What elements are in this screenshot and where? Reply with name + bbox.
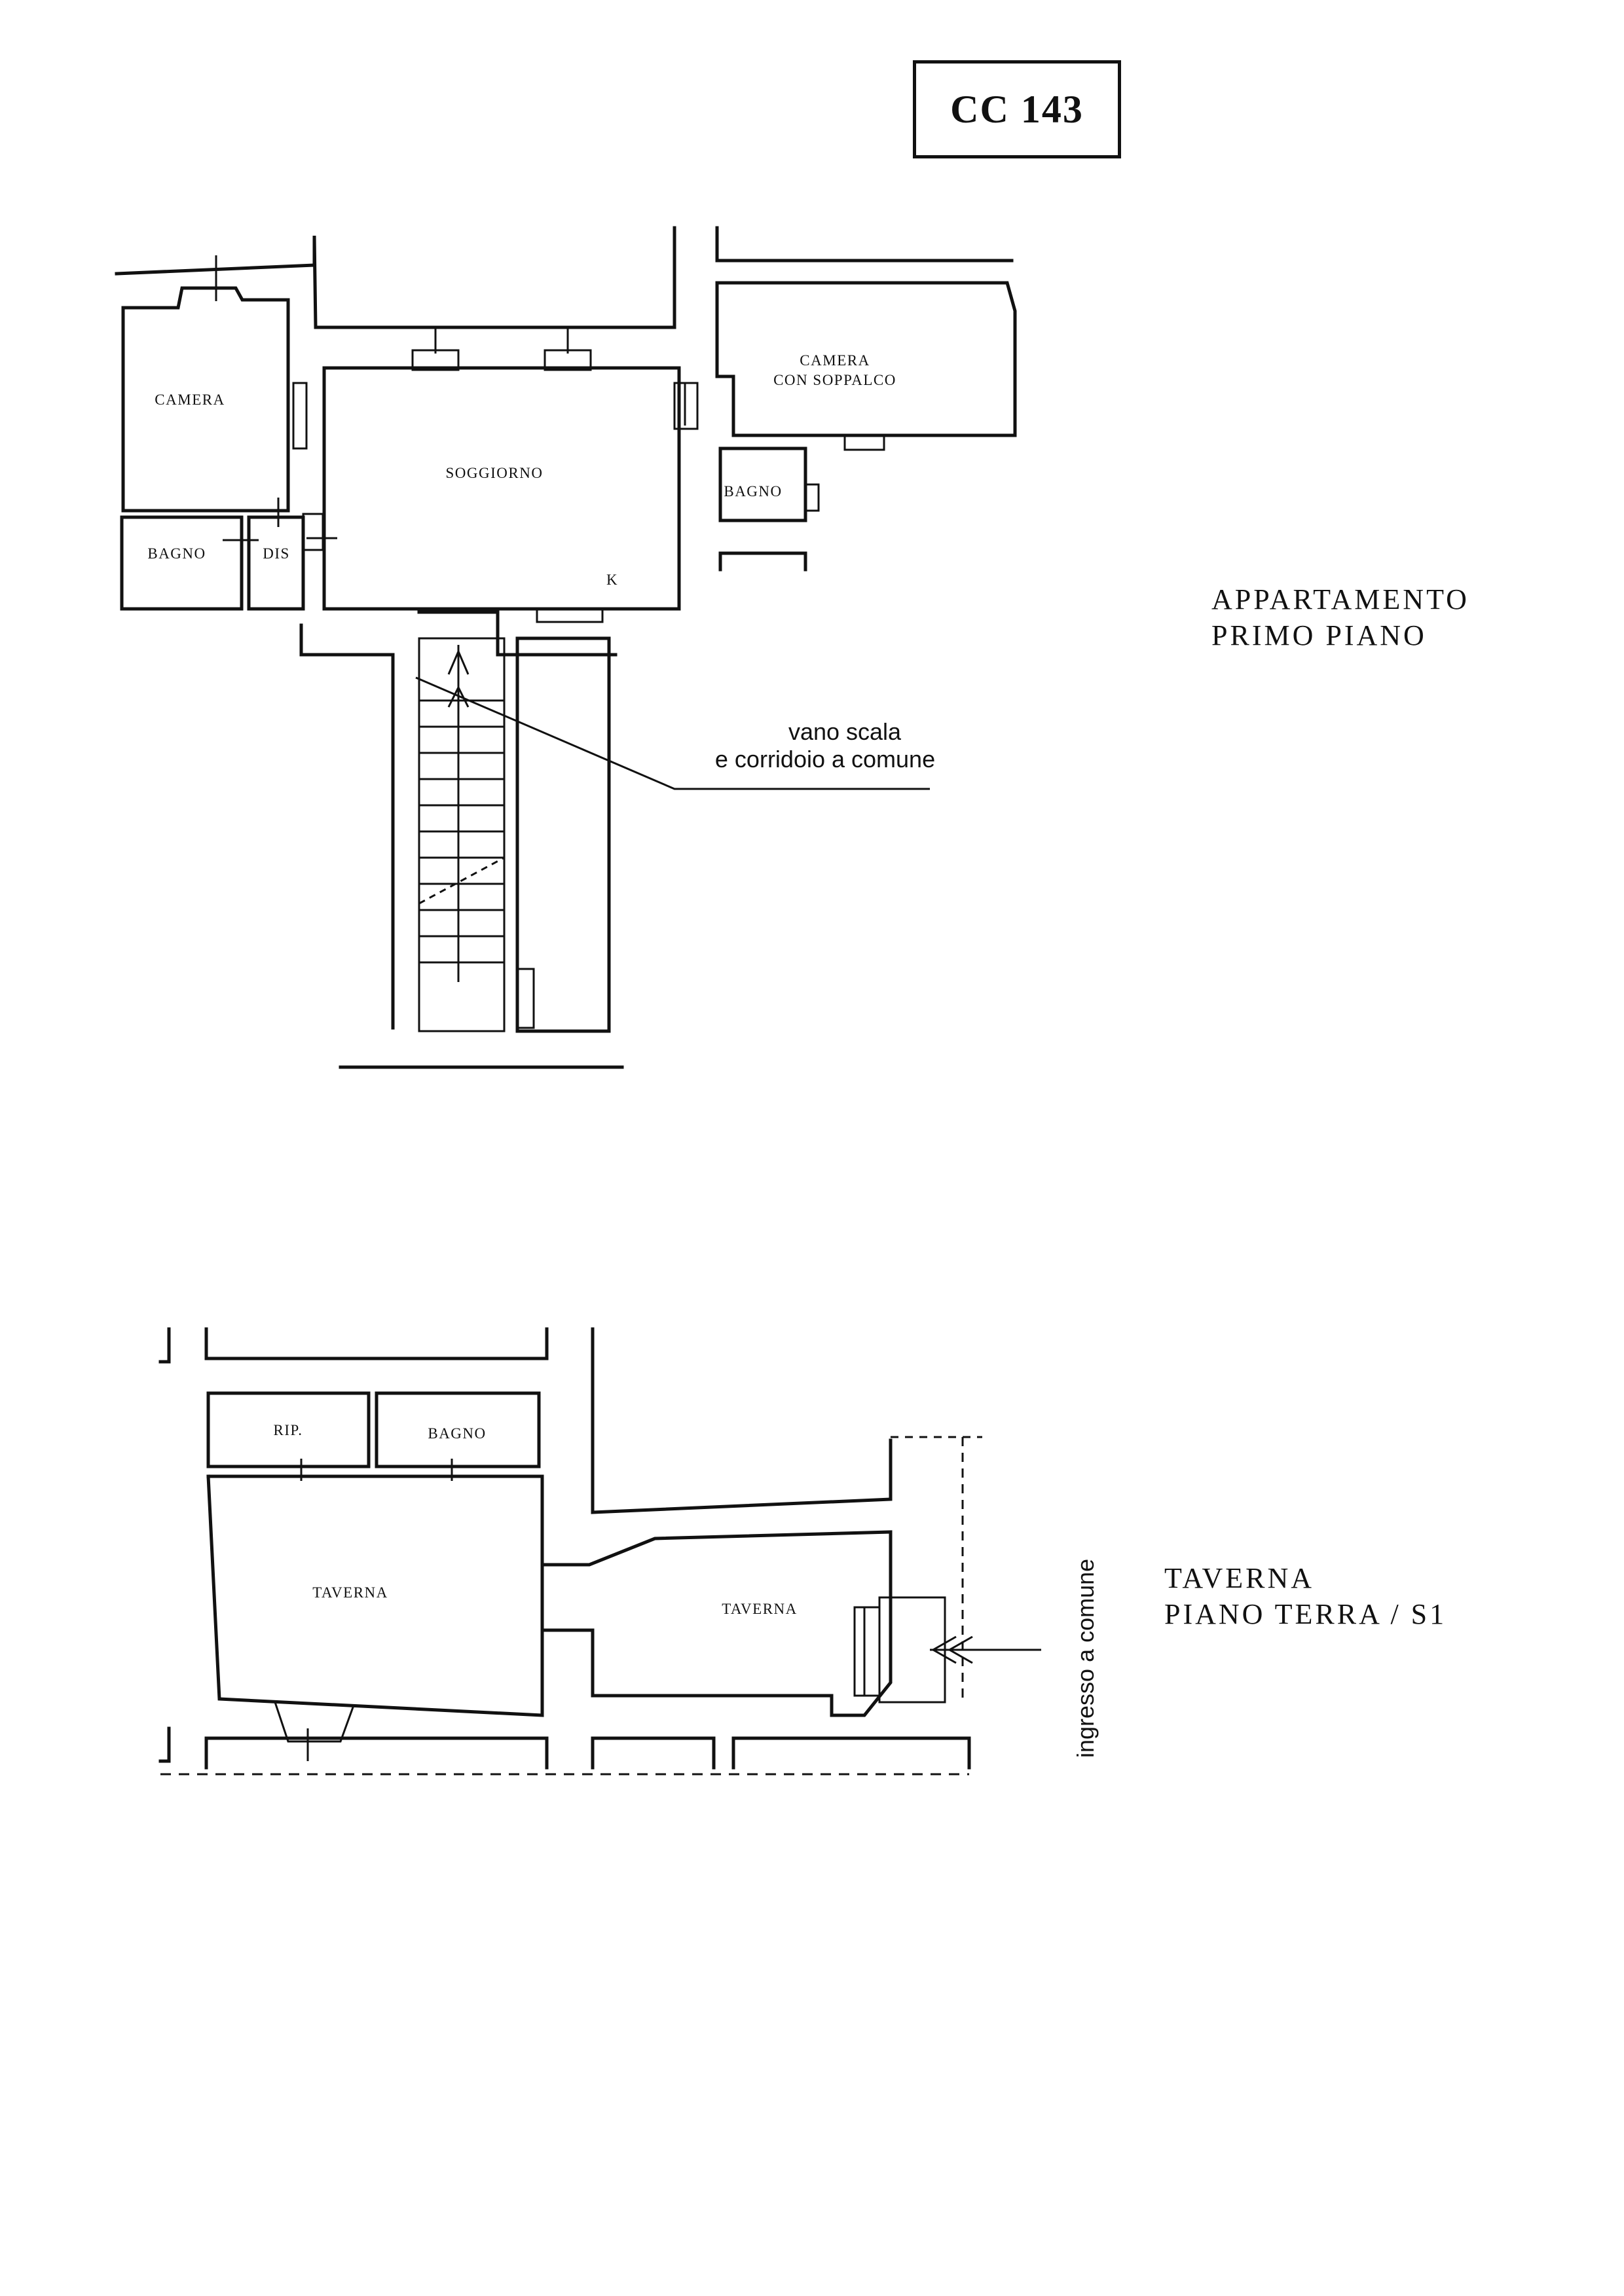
- ground-floor-plan: [160, 1329, 1041, 1774]
- bagno-left-outline: [122, 517, 242, 609]
- note-vano-scala: vano scala: [788, 718, 902, 745]
- gf-outer-top-right: [593, 1329, 891, 1512]
- gf-outer-bottom-right: [733, 1738, 969, 1768]
- label-taverna-left: TAVERNA: [312, 1584, 388, 1601]
- first-floor-title-2: PRIMO PIANO: [1211, 619, 1427, 651]
- label-bagno-right: BAGNO: [724, 483, 783, 500]
- ground-floor-title-1: TAVERNA: [1164, 1562, 1315, 1594]
- taverna-left-bay: [275, 1702, 354, 1741]
- taverna-right-outline: [542, 1532, 891, 1715]
- label-camera: CAMERA: [155, 392, 225, 408]
- label-camera-soppalco-1: CAMERA: [800, 352, 870, 369]
- note-corridoio-comune: e corridoio a comune: [714, 746, 936, 773]
- soppalco-window: [845, 435, 884, 450]
- first-floor-outer-wall: [117, 228, 674, 327]
- stair-cut-line: [419, 858, 504, 903]
- label-soggiorno: SOGGIORNO: [445, 465, 544, 481]
- entrance-step-1: [855, 1607, 879, 1696]
- corridor-left-wall: [301, 625, 393, 1028]
- camera-window: [293, 383, 306, 448]
- label-dis: DIS: [263, 545, 290, 562]
- gf-outer-bottom-mid: [593, 1738, 714, 1768]
- gf-outer-bottom: [206, 1738, 547, 1768]
- first-floor-outer-wall-right: [717, 228, 1012, 261]
- label-taverna-right: TAVERNA: [722, 1601, 798, 1617]
- label-rip: RIP.: [273, 1422, 303, 1438]
- kitchen-counter: [537, 609, 602, 622]
- corridor-closet: [517, 969, 534, 1028]
- dis-outline: [249, 517, 303, 609]
- gf-outer-tl: [160, 1329, 169, 1362]
- gf-outer-bl: [160, 1728, 169, 1761]
- corridor-right-block: [517, 638, 609, 1031]
- first-floor-title-1: APPARTAMENTO: [1211, 583, 1469, 615]
- gf-outer-top: [206, 1329, 547, 1358]
- dis-door-frame: [303, 514, 323, 550]
- ground-floor-title-2: PIANO TERRA / S1: [1164, 1598, 1447, 1630]
- label-kitchen-mark: K: [606, 572, 619, 588]
- label-gf-bagno: BAGNO: [428, 1425, 487, 1442]
- label-bagno-left: BAGNO: [147, 545, 206, 562]
- stair-treads: [419, 701, 504, 962]
- label-camera-soppalco-2: CON SOPPALCO: [773, 372, 896, 388]
- first-floor-plan: [117, 228, 1015, 1067]
- label-ingresso-comune: ingresso a comune: [1072, 1558, 1099, 1758]
- bagno-right-window: [805, 484, 819, 511]
- document-code: CC 143: [950, 87, 1084, 131]
- soggiorno-outline: [324, 368, 679, 609]
- bagno-right-lower-wall: [720, 553, 805, 570]
